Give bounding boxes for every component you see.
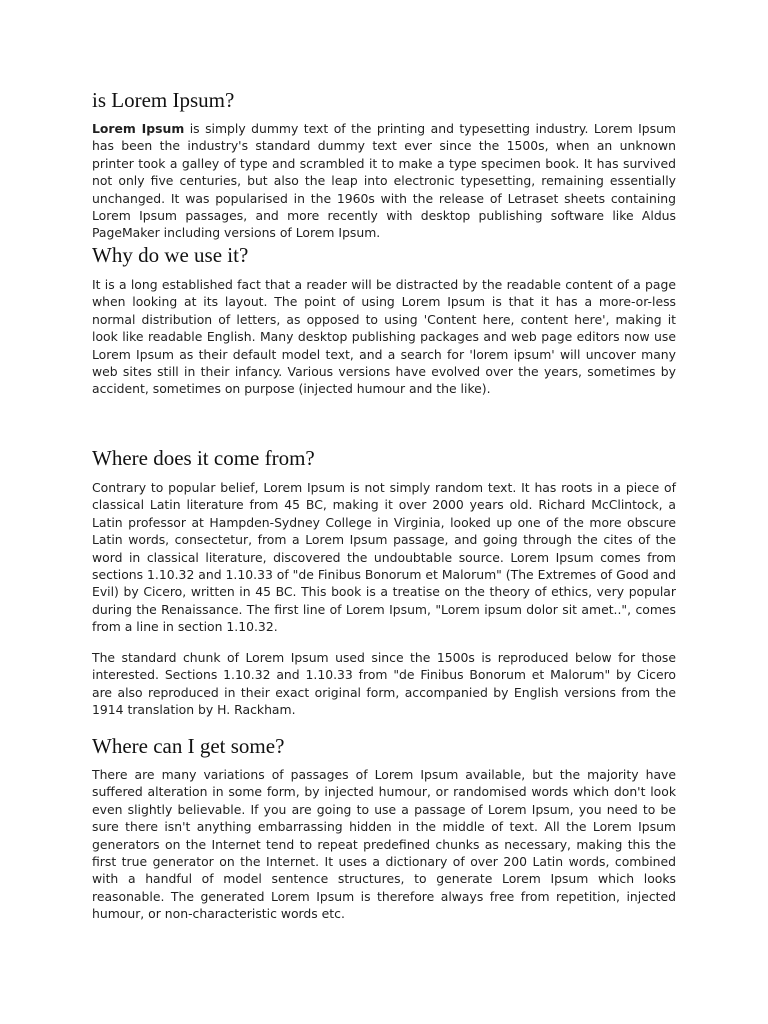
paragraph-where-can-i-get-some: There are many variations of passages of Lorem Ipsum available, but the majority have suffered alteration in some form, by injected humour, or randomised words which don't look even slightly believable. If you are going to use a passage of Lorem Ipsum, you need to be sure there isn't anything embarrassing hidden in the middle of text. All the Lorem Ipsum generators on the Internet tend to repeat predefined chunks as necessary, making this the first true generator on the Internet. It uses a dictionary of over 200 Latin words, combined with a handful of model sentence structures, to generate Lorem Ipsum which looks reasonable. The generated Lorem Ipsum is therefore always free from repetition, injected humour, or non-characteristic words etc. [92,767,676,922]
paragraph-body-text: is simply dummy text of the printing and typesetting industry. Lorem Ipsum has been the industry's standard dummy text ever since the 1500s, when an unknown printer took a galley of type and scrambled it to make a type specimen book. It has survived not only five centuries, but also the leap into electronic typesetting, remaining essentially unchanged. It was popularised in the 1960s with the release of Letraset sheets containing Lorem Ipsum passages, and more recently with desktop publishing software like Aldus PageMaker including versions of Lorem Ipsum. [92,121,676,241]
paragraph-origin-2: The standard chunk of Lorem Ipsum used since the 1500s is reproduced below for those interested. Sections 1.10.32 and 1.10.33 from "de Finibus Bonorum et Malorum" by Cicero are also reproduced in their exact original form, accompanied by English versions from the 1914 translation by H. Rackham. [92,650,676,718]
heading-what-is-lorem-ipsum: is Lorem Ipsum? [92,88,235,112]
heading-why-do-we-use-it: Why do we use it? [92,243,249,267]
heading-where-does-it-come-from: Where does it come from? [92,446,315,470]
paragraph-origin-1: Contrary to popular belief, Lorem Ipsum is not simply random text. It has roots in a piece of classical Latin literature from 45 BC, making it over 2000 years old. Richard McClintock, a Latin professor at Hampden-Sydney College in Virginia, looked up one of the more obscure Latin words, consectetur, from a Lorem Ipsum passage, and going through the cites of the word in classical literature, discovered the undoubtable source. Lorem Ipsum comes from sections 1.10.32 and 1.10.33 of "de Finibus Bonorum et Malorum" (The Extremes of Good and Evil) by Cicero, written in 45 BC. This book is a treatise on the theory of ethics, very popular during the Renaissance. The first line of Lorem Ipsum, "Lorem ipsum dolor sit amet..", comes from a line in section 1.10.32. [92,480,676,635]
paragraph-what-is-lorem-ipsum [92,120,676,242]
heading-where-can-i-get-some: Where can I get some? [92,734,285,758]
paragraph-why-do-we-use-it: It is a long established fact that a reader will be distracted by the readable content of a page when looking at its layout. The point of using Lorem Ipsum is that it has a more-or-less normal distribution of letters, as opposed to using 'Content here, content here', making it look like readable English. Many desktop publishing packages and web page editors now use Lorem Ipsum as their default model text, and a search for 'lorem ipsum' will uncover many web sites still in their infancy. Various versions have evolved over the years, sometimes by accident, sometimes on purpose (injected humour and the like). [92,277,676,397]
lead-bold-text: Lorem Ipsum [92,121,185,136]
